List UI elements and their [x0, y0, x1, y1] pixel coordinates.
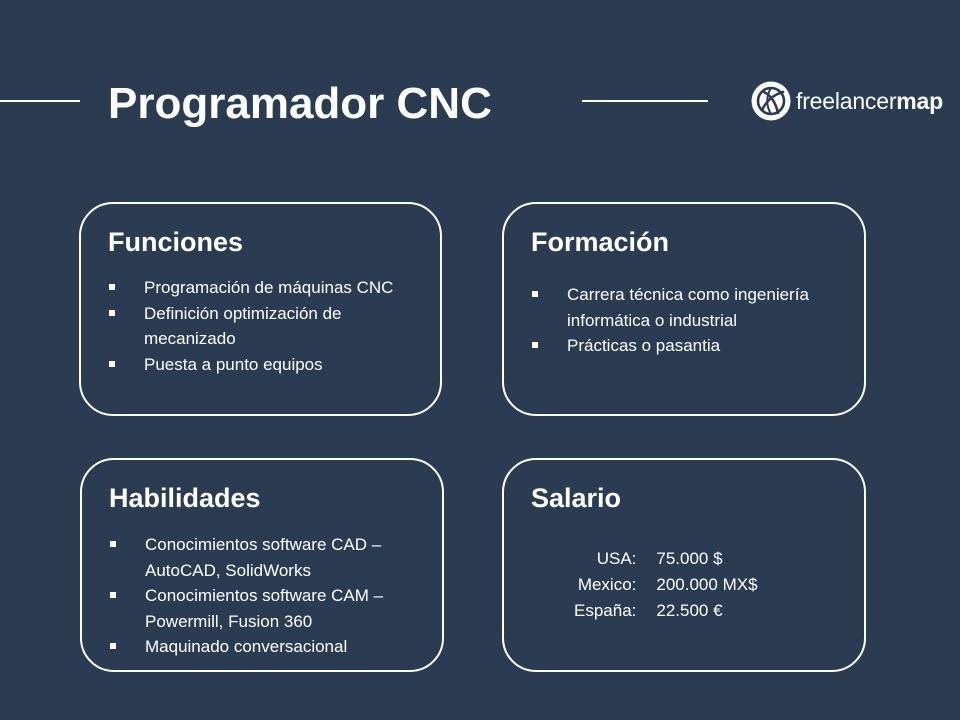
logo-wordmark: freelancermap [796, 88, 943, 114]
bullet-square-icon [110, 643, 116, 649]
page-title: Programador CNC [108, 79, 492, 128]
salario-card-title: Salario [531, 483, 622, 513]
formacion-list [532, 282, 846, 359]
bullet-square-icon [109, 361, 115, 367]
salary-amount: 200.000 MX$ [656, 575, 758, 594]
habilidades-card-title: Habilidades [109, 483, 261, 513]
list-item: Puesta a punto equipos [109, 352, 422, 378]
list-item: Prácticas o pasantia [532, 333, 846, 359]
salary-amount: 22.500 € [656, 601, 723, 620]
habilidades-list [110, 532, 424, 660]
title-rule-right [582, 100, 708, 102]
bullet-square-icon [109, 310, 115, 316]
table-row [574, 546, 758, 572]
salario-card [502, 458, 866, 672]
funciones-card-title: Funciones [108, 227, 244, 257]
list-item: Conocimientos software CAD – AutoCAD, SolidWorks [110, 532, 424, 583]
list-item: Conocimientos software CAM – Powermill, Fusion 360 [110, 583, 424, 634]
habilidades-card [80, 458, 444, 672]
table-row [574, 572, 758, 598]
list-item: Maquinado conversacional [110, 634, 424, 660]
formacion-card [502, 202, 866, 416]
salary-table [574, 546, 758, 624]
list-item: Programación de máquinas CNC [109, 275, 422, 301]
bullet-square-icon [109, 284, 115, 290]
bullet-square-icon [532, 291, 538, 297]
salary-country: Mexico: [577, 575, 637, 594]
salary-country: España: [574, 601, 637, 620]
freelancermap-logo [750, 78, 943, 124]
bullet-square-icon [532, 342, 538, 348]
freelancermap-globe-icon [750, 80, 792, 122]
formacion-card-title: Formación [531, 227, 670, 257]
bullet-square-icon [110, 541, 116, 547]
list-item: Definición optimización de mecanizado [109, 301, 422, 352]
bullet-square-icon [110, 592, 116, 598]
salary-country: USA: [596, 549, 637, 568]
table-row [574, 598, 758, 624]
salary-amount: 75.000 $ [656, 549, 723, 568]
list-item: Carrera técnica como ingeniería informática o industrial [532, 282, 846, 333]
title-rule-left [0, 100, 80, 102]
funciones-card [79, 202, 442, 416]
funciones-list [109, 275, 422, 377]
